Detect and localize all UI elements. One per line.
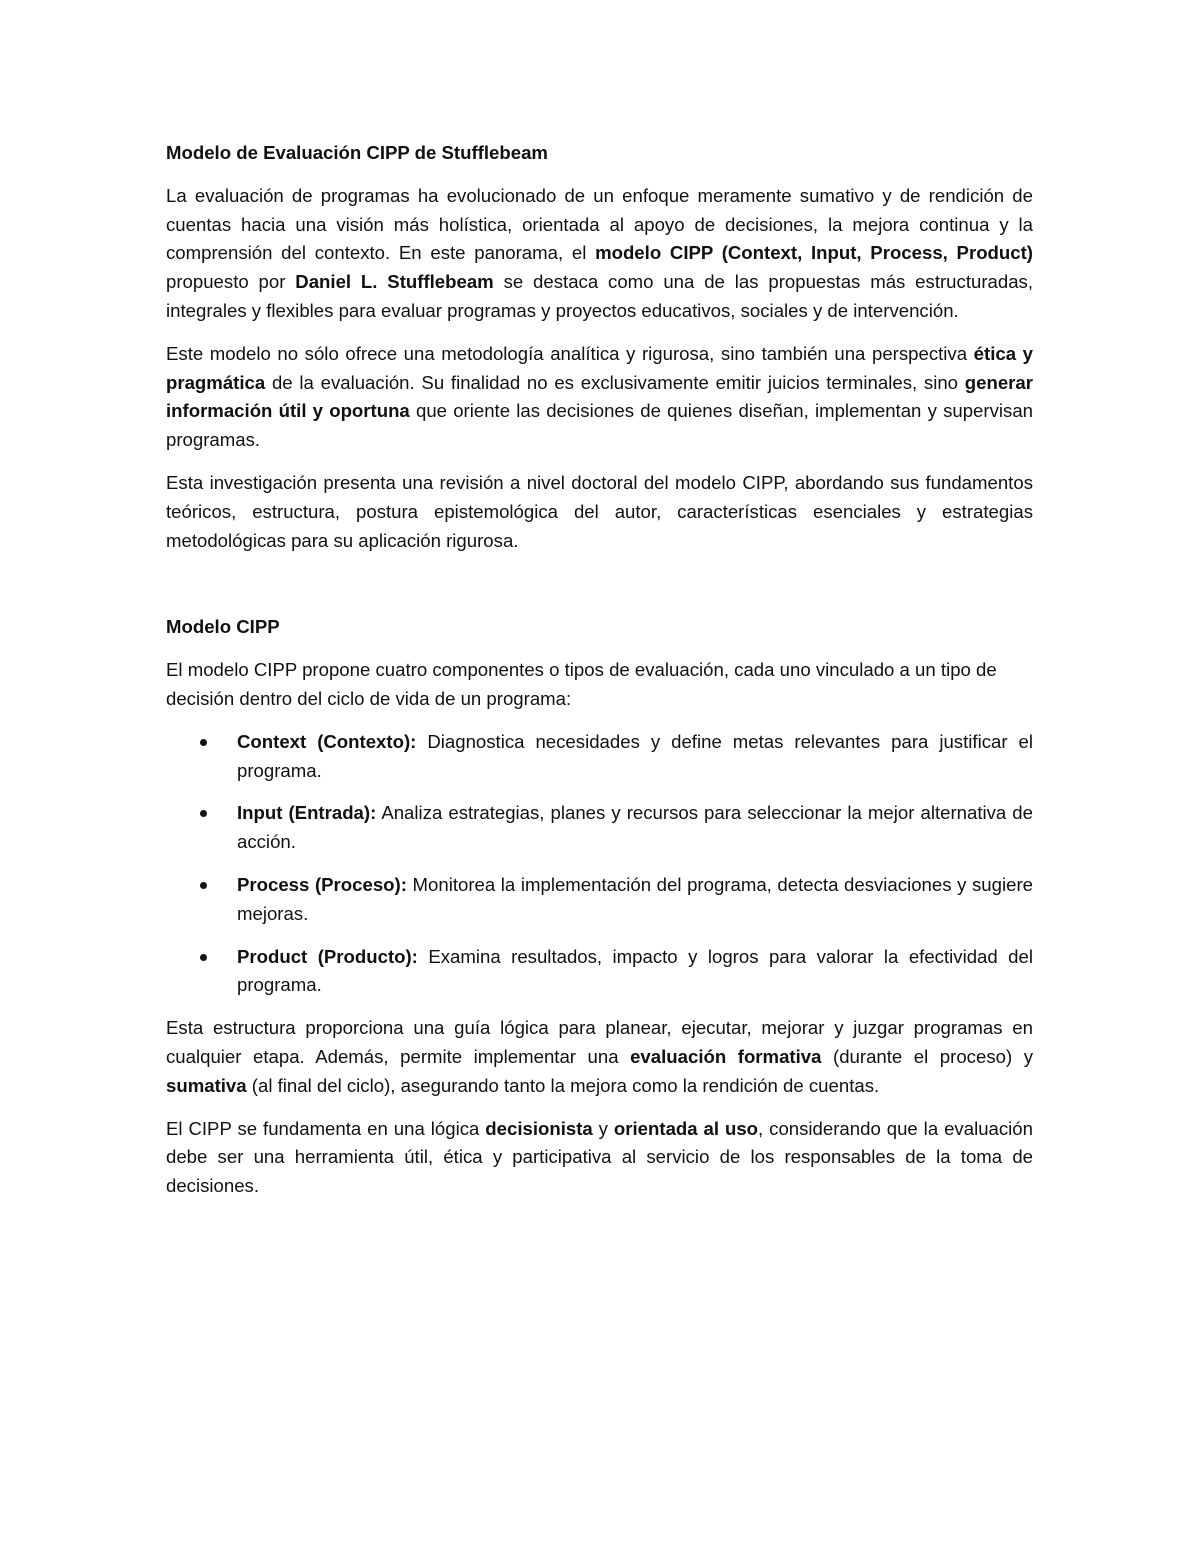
section-heading: Modelo CIPP (166, 616, 280, 638)
document-title: Modelo de Evaluación CIPP de Stufflebeam (166, 142, 548, 163)
list-item-process (166, 871, 1033, 929)
bullet-icon (200, 810, 207, 817)
list-item-input (166, 799, 1033, 857)
text-run-bold: generar información útil y oportuna (166, 371, 1033, 422)
bullet-icon (200, 954, 207, 961)
text-run-bold: ética y pragmática (166, 342, 1033, 393)
list-item-description: Examina resultados, impacto y logros para valorar la efectividad del programa. (237, 945, 1033, 996)
list-item-label: Context (Contexto): (237, 730, 417, 752)
text-run-bold: Daniel L. Stufflebeam (295, 271, 494, 293)
text-run-bold: orientada al uso (613, 1117, 759, 1139)
list-item-description: Analiza estrategias, planes y recursos para seleccionar la mejor alternativa de acción. (237, 802, 1033, 853)
intro-paragraph-3 (166, 469, 1033, 555)
text-run-bold: evaluación formativa (630, 1045, 822, 1067)
document-page (166, 139, 1033, 1215)
text-run: (al final del ciclo), asegurando tanto la mejora como la rendición de cuentas. (246, 1074, 880, 1096)
section-lead-paragraph: El modelo CIPP propone cuatro componentes o tipos de evaluación, cada uno vinculado a un tipo de decisión dentro del ciclo de vida de un programa: (166, 659, 997, 709)
text-run: Este modelo no sólo ofrece una metodología analítica y rigurosa, sino también una perspectiva (166, 342, 974, 364)
closing-paragraph-1 (166, 1014, 1033, 1100)
text-run: El CIPP se fundamenta en una lógica (166, 1117, 486, 1139)
bullet-icon (200, 882, 207, 889)
list-item-label: Process (Proceso): (237, 873, 407, 895)
list-item-context (166, 728, 1033, 786)
list-item-description: Diagnostica necesidades y define metas relevantes para justificar el programa. (237, 730, 1033, 781)
text-run: que oriente las decisiones de quienes diseñan, implementan y supervisan programas. (166, 400, 1033, 451)
text-run: Esta investigación presenta una revisión a nivel doctoral del modelo CIPP, abordando sus fundamentos teóricos, estructura, postura epistemológica del autor, características esenciales y estrategias metodológicas para su aplicación rigurosa. (166, 471, 1033, 551)
text-run-bold: modelo CIPP (Context, Input, Process, Product) (595, 242, 1033, 264)
intro-paragraph-2 (166, 340, 1033, 455)
text-run: , considerando que la evaluación debe ser una herramienta útil, ética y participativa al servicio de los responsables de la toma de decisiones. (166, 1117, 1033, 1197)
closing-paragraph-2 (166, 1115, 1033, 1201)
text-run: propuesto por (166, 271, 296, 293)
text-run: Esta estructura proporciona una guía lógica para planear, ejecutar, mejorar y juzgar programas en cualquier etapa. Además, permite implementar una (166, 1017, 1033, 1067)
text-run: y (592, 1117, 614, 1139)
text-run: de la evaluación. Su finalidad no es exclusivamente emitir juicios terminales, sino (265, 371, 965, 393)
text-run: La evaluación de programas ha evolucionado de un enfoque meramente sumativo y de rendición de cuentas hacia una visión más holística, orientada al apoyo de decisiones, la mejora continua y la comprensión del contexto. En este panorama, el (166, 184, 1033, 264)
list-item-label: Product (Producto): (237, 945, 418, 967)
intro-paragraph-1 (166, 182, 1033, 326)
list-item-label: Input (Entrada): (237, 802, 377, 824)
section-spacer (166, 569, 1033, 613)
text-run-bold: sumativa (166, 1074, 247, 1096)
list-item-product (166, 943, 1033, 1001)
text-run: se destaca como una de las propuestas más estructuradas, integrales y flexibles para evaluar programas y proyectos educativos, sociales y de intervención. (166, 271, 1034, 321)
text-run: (durante el proceso) y (821, 1045, 1033, 1067)
list-item-description: Monitorea la implementación del programa, detecta desviaciones y sugiere mejoras. (237, 873, 1033, 924)
text-run-bold: decisionista (485, 1117, 593, 1139)
components-list (166, 728, 1033, 1000)
bullet-icon (200, 739, 207, 746)
